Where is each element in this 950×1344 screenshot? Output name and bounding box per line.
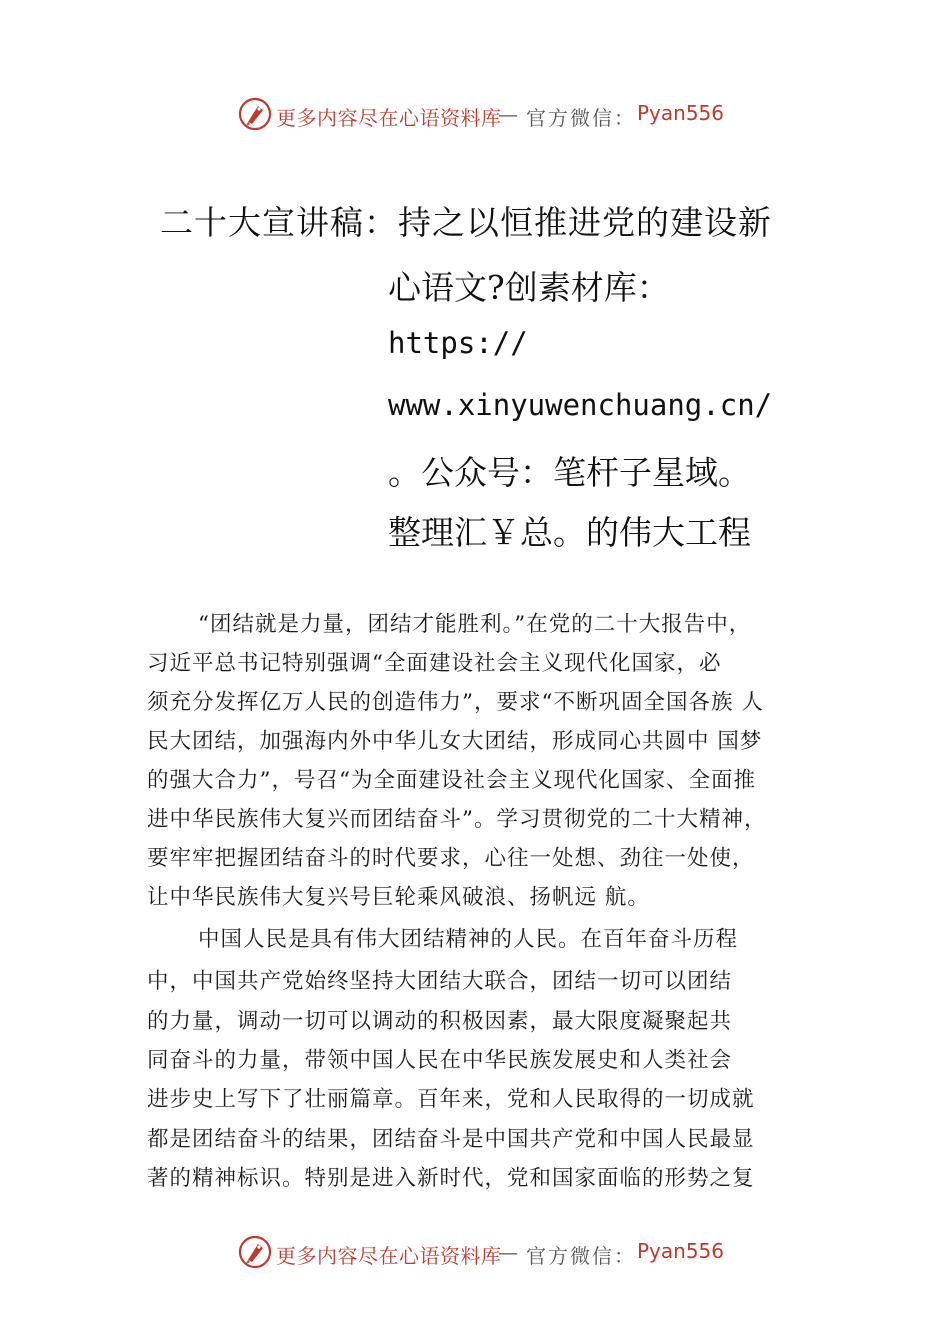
paragraph-line: 同奋斗的力量，带领中国人民在中华民族发展史和人类社会 — [147, 1048, 733, 1073]
banner-official-label: 官方微信： — [526, 1244, 636, 1268]
banner-text: 更多内容尽在心语资料库 — [276, 1244, 502, 1268]
document-title: 二十大宣讲稿：持之以恒推进党的建设新 — [160, 203, 772, 242]
banner-separator: — — [498, 1240, 518, 1264]
paragraph-line: 须充分发挥亿万人民的创造伟力”，要求“不断巩固全国各族 人 — [147, 690, 764, 715]
paragraph-line: 要牢牢把握团结奋斗的时代要求，心往一处想、劲往一处使， — [147, 846, 755, 871]
paragraph-line: 的强大合力”，号召“为全面建设社会主义现代化国家、全面推 — [147, 768, 756, 793]
pen-nib-logo-icon — [238, 97, 272, 131]
banner-official-label: 官方微信： — [526, 106, 636, 130]
paragraph-line: 民大团结，加强海内外中华儿女大团结，形成同心共圆中 国梦 — [147, 729, 763, 754]
header-banner — [0, 95, 950, 135]
banner-separator: — — [498, 102, 518, 126]
paragraph-line: 进步史上写下了壮丽篇章。百年来，党和人民取得的一切成就 — [147, 1087, 755, 1112]
subtitle-line: 。公众号：笔杆子星域。 — [388, 453, 751, 492]
paragraph-line: 进中华民族伟大复兴而团结奋斗”。学习贯彻党的二十大精神， — [147, 807, 767, 832]
paragraph-line: 著的精神标识。特别是进入新时代，党和国家面临的形势之复 — [147, 1166, 755, 1191]
paragraph-line: 都是团结奋斗的结果，团结奋斗是中国共产党和中国人民最显 — [147, 1127, 755, 1152]
footer-banner — [0, 1233, 950, 1273]
subtitle-line: https:// — [388, 326, 528, 360]
subtitle-line: 整理汇￥总。的伟大工程 — [388, 513, 751, 552]
pen-nib-logo-icon — [238, 1235, 272, 1269]
banner-wechat-id: Pyan556 — [637, 1239, 725, 1263]
banner-text: 更多内容尽在心语资料库 — [276, 106, 502, 130]
subtitle-line: 心语文?创素材库： — [388, 268, 670, 307]
paragraph-line: 习近平总书记特别强调“全面建设社会主义现代化国家，必 — [147, 651, 722, 676]
paragraph-line: 让中华民族伟大复兴号巨轮乘风破浪、扬帆远 航。 — [147, 885, 650, 910]
subtitle-line: www.xinyuwenchuang.cn/ — [388, 388, 773, 422]
paragraph-line: 中，中国共产党始终坚持大团结大联合，团结一切可以团结 — [147, 969, 733, 994]
paragraph-line: “团结就是力量，团结才能胜利。”在党的二十大报告中， — [198, 612, 752, 637]
paragraph-line: 的力量，调动一切可以调动的积极因素，最大限度凝聚起共 — [147, 1009, 733, 1034]
paragraph-line: 中国人民是具有伟大团结精神的人民。在百年奋斗历程 — [198, 927, 739, 952]
banner-wechat-id: Pyan556 — [637, 101, 725, 125]
